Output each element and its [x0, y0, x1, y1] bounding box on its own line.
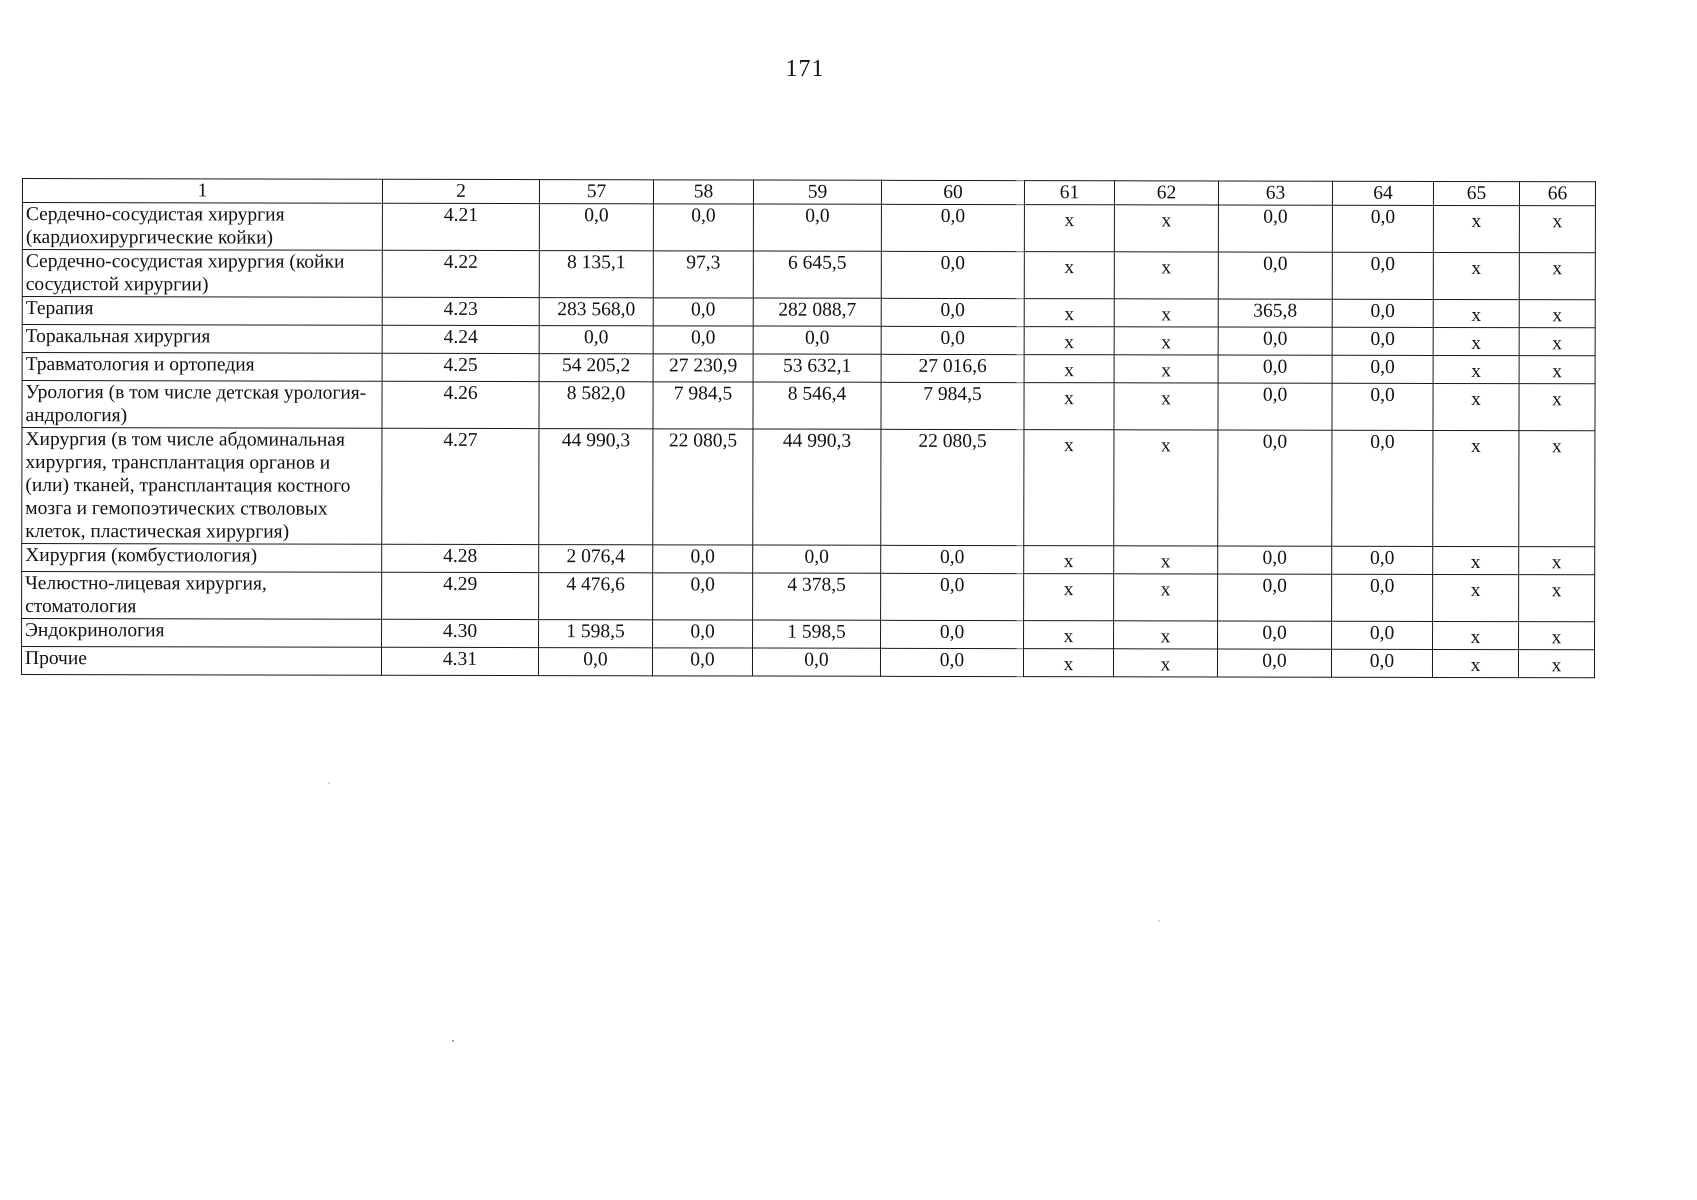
value-cell-63: 0,0 — [1218, 252, 1332, 299]
row-code-cell: 4.30 — [382, 619, 539, 647]
value-cell-63: 0,0 — [1217, 649, 1331, 677]
row-code-cell: 4.31 — [381, 647, 538, 675]
row-name-cell: Травматология и ортопедия — [22, 353, 382, 382]
value-cell-60: 7 984,5 — [881, 382, 1024, 429]
value-cell-63: 0,0 — [1218, 355, 1332, 383]
value-cell-59: 1 598,5 — [753, 620, 881, 648]
value-cell-66: х — [1519, 253, 1595, 300]
table-body — [21, 179, 1595, 678]
value-cell-58: 22 080,5 — [653, 429, 753, 545]
value-cell-62: х — [1114, 546, 1218, 574]
value-cell-60: 22 080,5 — [881, 429, 1024, 545]
value-cell-66: х — [1519, 431, 1595, 547]
value-cell-65: х — [1433, 546, 1519, 574]
header-cell: 62 — [1114, 181, 1218, 205]
value-cell-62: х — [1114, 355, 1218, 383]
table-row — [22, 325, 1595, 356]
row-code-cell: 4.25 — [382, 353, 539, 381]
value-cell-59: 0,0 — [752, 648, 880, 676]
value-cell-64: 0,0 — [1332, 355, 1433, 383]
value-cell-64: 0,0 — [1332, 327, 1433, 355]
value-cell-63: 0,0 — [1218, 205, 1332, 252]
row-code-cell: 4.23 — [382, 297, 539, 325]
value-cell-60: 0,0 — [881, 251, 1024, 298]
value-cell-65: х — [1433, 621, 1519, 649]
header-cell: 2 — [382, 179, 539, 203]
value-cell-62: х — [1114, 252, 1218, 299]
value-cell-57: 0,0 — [539, 326, 653, 354]
value-cell-61: х — [1024, 327, 1114, 355]
value-cell-57: 2 076,4 — [539, 545, 653, 573]
row-name-cell: Терапия — [22, 297, 382, 326]
value-cell-61: х — [1024, 299, 1114, 327]
value-cell-64: 0,0 — [1332, 205, 1433, 252]
table-row — [22, 619, 1595, 650]
value-cell-59: 0,0 — [753, 204, 881, 251]
value-cell-66: х — [1519, 575, 1595, 622]
row-name-cell: Сердечно-сосудистая хирургия (койки сосудистой хирургии) — [22, 250, 382, 298]
row-code-cell: 4.26 — [382, 381, 539, 428]
table-row — [22, 428, 1595, 547]
row-name-cell: Эндокринология — [22, 619, 382, 648]
value-cell-66: х — [1519, 384, 1595, 431]
value-cell-62: х — [1114, 327, 1218, 355]
value-cell-65: х — [1433, 574, 1519, 621]
value-cell-65: х — [1432, 649, 1518, 677]
value-cell-65: х — [1433, 205, 1519, 252]
value-cell-57: 8 135,1 — [539, 251, 653, 298]
value-cell-59: 44 990,3 — [753, 429, 881, 545]
row-name-cell: Сердечно-сосудистая хирургия (кардиохирургические койки) — [22, 203, 382, 251]
value-cell-65: х — [1433, 252, 1519, 299]
value-cell-58: 97,3 — [653, 251, 753, 298]
value-cell-65: х — [1433, 355, 1519, 383]
header-cell: 1 — [22, 179, 382, 204]
row-name-cell: Хирургия (в том числе абдоминальная хирургия, трансплантация органов и (или) тканей, трансплантация костного мозга и гемопоэтических стволовых клеток, пластическая хирургия) — [22, 428, 382, 545]
header-cell: 64 — [1332, 181, 1433, 205]
value-cell-58: 0,0 — [653, 298, 753, 326]
value-cell-66: х — [1519, 328, 1595, 356]
value-cell-64: 0,0 — [1332, 430, 1433, 546]
value-cell-57: 54 205,2 — [539, 354, 653, 382]
value-cell-59: 0,0 — [753, 326, 881, 354]
value-cell-59: 282 088,7 — [753, 298, 881, 326]
value-cell-64: 0,0 — [1332, 383, 1433, 430]
value-cell-63: 0,0 — [1218, 327, 1332, 355]
value-cell-63: 0,0 — [1218, 383, 1332, 430]
scan-speck — [452, 1040, 454, 1042]
value-cell-66: х — [1519, 622, 1595, 650]
value-cell-64: 0,0 — [1332, 546, 1433, 574]
row-name-cell: Торакальная хирургия — [22, 325, 382, 354]
row-code-cell: 4.28 — [382, 544, 539, 572]
row-name-cell: Прочие — [21, 647, 381, 676]
value-cell-62: х — [1114, 205, 1218, 252]
value-cell-57: 8 582,0 — [539, 382, 653, 429]
data-table — [21, 178, 1596, 678]
row-name-cell: Челюстно-лицевая хирургия, стоматология — [22, 572, 382, 620]
value-cell-58: 0,0 — [653, 326, 753, 354]
value-cell-57: 4 476,6 — [539, 573, 653, 620]
row-code-cell: 4.27 — [382, 428, 539, 544]
value-cell-58: 7 984,5 — [653, 382, 753, 429]
value-cell-62: х — [1114, 574, 1218, 621]
header-cell: 59 — [753, 180, 881, 204]
value-cell-64: 0,0 — [1332, 299, 1433, 327]
table-row — [22, 381, 1595, 431]
value-cell-58: 0,0 — [653, 545, 753, 573]
value-cell-60: 0,0 — [881, 620, 1024, 648]
row-name-cell: Хирургия (комбустиология) — [22, 544, 382, 573]
value-cell-61: х — [1024, 383, 1114, 430]
value-cell-65: х — [1433, 430, 1519, 546]
page-number: 171 — [785, 56, 825, 82]
value-cell-61: х — [1024, 252, 1114, 299]
scan-speck — [328, 782, 330, 784]
value-cell-65: х — [1433, 299, 1519, 327]
table-row — [22, 297, 1595, 328]
value-cell-62: х — [1113, 649, 1217, 677]
value-cell-60: 0,0 — [880, 648, 1023, 676]
header-cell: 60 — [881, 180, 1024, 204]
value-cell-60: 27 016,6 — [881, 354, 1024, 382]
value-cell-58: 0,0 — [652, 648, 752, 676]
value-cell-62: х — [1114, 383, 1218, 430]
table-row — [22, 203, 1595, 253]
header-cell: 61 — [1024, 181, 1114, 205]
value-cell-60: 0,0 — [881, 573, 1024, 620]
value-cell-57: 0,0 — [538, 648, 652, 676]
value-cell-61: х — [1024, 355, 1114, 383]
value-cell-57: 1 598,5 — [539, 620, 653, 648]
table-row — [22, 572, 1595, 622]
value-cell-66: х — [1519, 300, 1595, 328]
value-cell-61: х — [1024, 574, 1114, 621]
value-cell-61: х — [1024, 430, 1114, 546]
value-cell-64: 0,0 — [1332, 621, 1433, 649]
value-cell-64: 0,0 — [1332, 252, 1433, 299]
value-cell-63: 365,8 — [1218, 299, 1332, 327]
value-cell-62: х — [1114, 430, 1218, 546]
value-cell-59: 0,0 — [753, 545, 881, 573]
value-cell-59: 6 645,5 — [753, 251, 881, 298]
value-cell-63: 0,0 — [1218, 574, 1332, 621]
table-row — [22, 544, 1595, 575]
value-cell-65: х — [1433, 383, 1519, 430]
value-cell-58: 0,0 — [653, 204, 753, 251]
value-cell-62: х — [1114, 299, 1218, 327]
table-row — [21, 647, 1594, 678]
row-code-cell: 4.22 — [382, 250, 539, 297]
row-name-cell: Урология (в том числе детская урология-андрология) — [22, 381, 382, 429]
value-cell-63: 0,0 — [1218, 621, 1332, 649]
header-cell: 65 — [1433, 181, 1519, 205]
data-table-container — [21, 178, 1596, 678]
header-cell: 63 — [1218, 181, 1332, 205]
header-cell: 58 — [653, 180, 753, 204]
row-code-cell: 4.24 — [382, 325, 539, 353]
value-cell-63: 0,0 — [1218, 546, 1332, 574]
value-cell-58: 0,0 — [653, 620, 753, 648]
value-cell-58: 0,0 — [653, 573, 753, 620]
table-row — [22, 250, 1595, 300]
value-cell-66: х — [1519, 206, 1595, 253]
value-cell-61: х — [1024, 621, 1114, 649]
value-cell-60: 0,0 — [881, 204, 1024, 251]
value-cell-61: х — [1024, 546, 1114, 574]
value-cell-66: х — [1519, 547, 1595, 575]
value-cell-59: 4 378,5 — [753, 573, 881, 620]
value-cell-64: 0,0 — [1331, 649, 1432, 677]
value-cell-61: х — [1023, 649, 1113, 677]
value-cell-60: 0,0 — [881, 545, 1024, 573]
value-cell-57: 44 990,3 — [539, 429, 653, 545]
value-cell-58: 27 230,9 — [653, 354, 753, 382]
scan-speck — [1158, 920, 1160, 922]
header-cell: 66 — [1519, 182, 1595, 206]
value-cell-66: х — [1518, 650, 1594, 678]
value-cell-66: х — [1519, 356, 1595, 384]
row-code-cell: 4.29 — [382, 572, 539, 619]
value-cell-60: 0,0 — [881, 326, 1024, 354]
value-cell-64: 0,0 — [1332, 574, 1433, 621]
value-cell-57: 283 568,0 — [539, 298, 653, 326]
value-cell-61: х — [1024, 205, 1114, 252]
value-cell-63: 0,0 — [1218, 430, 1332, 546]
table-row — [22, 353, 1595, 384]
value-cell-59: 8 546,4 — [753, 382, 881, 429]
row-code-cell: 4.21 — [382, 203, 539, 250]
value-cell-57: 0,0 — [539, 204, 653, 251]
value-cell-60: 0,0 — [881, 298, 1024, 326]
header-cell: 57 — [539, 180, 653, 204]
header-row — [22, 179, 1595, 206]
value-cell-62: х — [1114, 621, 1218, 649]
value-cell-65: х — [1433, 327, 1519, 355]
value-cell-59: 53 632,1 — [753, 354, 881, 382]
